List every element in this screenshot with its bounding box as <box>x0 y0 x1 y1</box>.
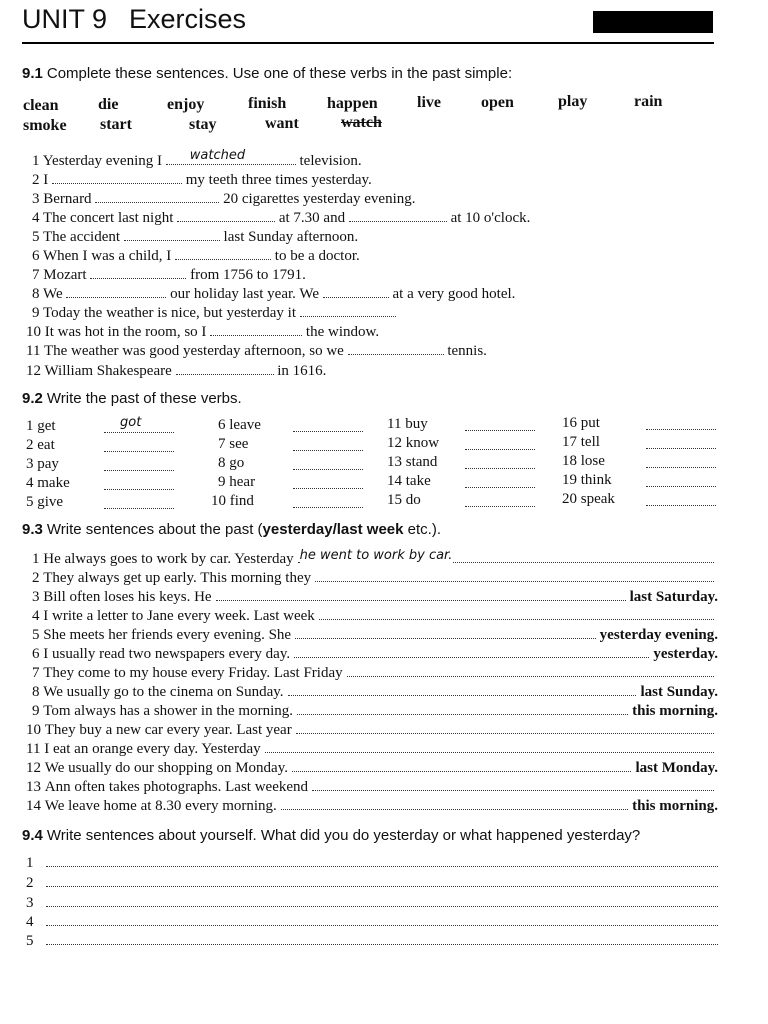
verb-word: happen <box>327 95 378 112</box>
verb-item: 4 make <box>26 475 70 491</box>
exercise-9-4-heading <box>22 827 640 844</box>
sentence-9-1-1: 1 Yesterday evening I watched television. <box>32 148 362 169</box>
sentence-9-3-13: 13 Ann often takes photographs. Last weekend <box>26 778 718 796</box>
verb-item: 8 go <box>218 455 245 471</box>
sentence-9-3-3: 3 Bill often loses his keys. He last Saturday. <box>32 589 718 605</box>
verb-item: 10 find <box>211 493 254 509</box>
exercise-9-2-heading <box>22 390 242 407</box>
answer-blank <box>104 437 174 452</box>
verb-word: live <box>417 94 441 111</box>
unit-title <box>22 4 246 35</box>
verb-word: stay <box>189 116 217 133</box>
verb-item: 3 pay <box>26 456 59 472</box>
writing-line: 2 <box>26 874 718 892</box>
sentence-9-3-6: 6 I usually read two newspapers every day. yesterday. <box>32 646 718 662</box>
writing-line: 4 <box>26 913 718 931</box>
sentence-9-3-8: 8 We usually go to the cinema on Sunday. last Sunday. <box>32 684 718 700</box>
answer-blank <box>646 434 716 449</box>
verb-item: 1 get <box>26 418 56 434</box>
answer-blank <box>646 415 716 430</box>
sentence-9-3-10: 10 They buy a new car every year. Last year <box>26 721 718 739</box>
verb-word: start <box>100 116 132 133</box>
answer-blank <box>646 453 716 468</box>
answer-blank <box>104 494 174 509</box>
page-title: Exercises <box>129 4 247 34</box>
sentence-9-3-14: 14 We leave home at 8.30 every morning. this morning. <box>26 798 718 814</box>
verb-item: 15 do <box>387 492 421 508</box>
verb-item: 19 think <box>562 472 612 488</box>
verb-item: 7 see <box>218 436 249 452</box>
answer-blank <box>293 417 363 432</box>
exercise-instruction: Complete these sentences. Use one of these verbs in the past simple: <box>46 65 513 82</box>
answer-blank <box>465 492 535 507</box>
answer-blank <box>104 415 174 433</box>
verb-word: open <box>481 94 514 111</box>
answer-blank <box>104 456 174 471</box>
sentence-9-1-3: 3 Bernard 20 cigarettes yesterday evening. <box>32 191 416 207</box>
sentence-9-1-7: 7 Mozart from 1756 to 1791. <box>32 267 306 283</box>
sentence-9-3-12: 12 We usually do our shopping on Monday. last Monday. <box>26 760 718 776</box>
answer-blank <box>293 455 363 470</box>
verb-item: 5 give <box>26 494 64 510</box>
writing-line: 3 <box>26 894 718 912</box>
sentence-9-1-6: 6 When I was a child, I to be a doctor. <box>32 248 360 264</box>
answer-blank <box>646 472 716 487</box>
exercise-number: 9.2 <box>22 390 43 407</box>
exercise-9-1-heading <box>22 65 512 82</box>
verb-word: want <box>265 115 299 132</box>
verb-item: 13 stand <box>387 454 438 470</box>
verb-item: 16 put <box>562 415 600 431</box>
sentence-9-3-2: 2 They always get up early. This morning they <box>32 569 718 587</box>
sentence-9-1-9: 9 Today the weather is nice, but yesterday it <box>32 304 396 322</box>
verb-item: 17 tell <box>562 434 600 450</box>
verb-item: 11 buy <box>387 416 428 432</box>
exercise-instruction: Write sentences about yourself. What did you do yesterday or what happened yesterday? <box>46 827 641 844</box>
answer-blank <box>646 491 716 506</box>
verb-item: 9 hear <box>218 474 256 490</box>
exercise-number: 9.3 <box>22 521 43 538</box>
sentence-9-3-4: 4 I write a letter to Jane every week. Last week <box>32 607 718 625</box>
answer-blank <box>465 473 535 488</box>
writing-line: 5 <box>26 932 718 950</box>
answer-blank <box>465 454 535 469</box>
verb-item: 18 lose <box>562 453 605 469</box>
handwritten-answer: watched <box>189 148 246 163</box>
exercise-9-3-heading: 9.3 Write sentences about the past (yesterday/last week etc.). <box>22 521 441 538</box>
answer-blank <box>293 436 363 451</box>
answer-blank <box>465 435 535 450</box>
sentence-9-3-7: 7 They come to my house every Friday. Last Friday <box>32 664 718 682</box>
verb-item: 14 take <box>387 473 431 489</box>
verb-word: rain <box>634 93 663 110</box>
handwritten-answer: he went to work by car. <box>299 548 453 563</box>
answer-blank <box>293 474 363 489</box>
verb-word: smoke <box>23 117 67 134</box>
sentence-9-1-11: 11 The weather was good yesterday afternoon, so we tennis. <box>26 343 487 359</box>
header-black-bar <box>593 11 713 33</box>
sentence-9-1-10: 10 It was hot in the room, so I the window. <box>26 324 380 340</box>
exercise-number: 9.4 <box>22 827 43 844</box>
sentence-9-1-5: 5 The accident last Sunday afternoon. <box>32 229 359 245</box>
verb-word: finish <box>248 95 287 112</box>
sentence-9-3-9: 9 Tom always has a shower in the morning. this morning. <box>32 703 718 719</box>
verb-item: 20 speak <box>562 491 615 507</box>
writing-line: 1 <box>26 854 718 872</box>
answer-blank <box>465 416 535 431</box>
sentence-9-3-5: 5 She meets her friends every evening. She yesterday evening. <box>32 627 718 643</box>
verb-word-crossed-out: watch <box>341 114 382 131</box>
sentence-9-3-1: 1 He always goes to work by car. Yesterday he went to work by car. <box>32 550 718 568</box>
sentence-9-1-4: 4 The concert last night at 7.30 and at 10 o'clock. <box>32 210 531 226</box>
answer-blank <box>104 475 174 490</box>
sentence-9-1-8: 8 We our holiday last year. We at a very good hotel. <box>32 286 516 302</box>
sentence-9-1-12: 12 William Shakespeare in 1616. <box>26 363 327 379</box>
answer-blank <box>293 493 363 508</box>
exercise-number: 9.1 <box>22 65 43 82</box>
unit-label: UNIT 9 <box>22 4 108 34</box>
header-divider <box>22 42 714 44</box>
sentence-9-1-2: 2 I my teeth three times yesterday. <box>32 172 372 188</box>
exercise-instruction: Write the past of these verbs. <box>46 390 242 407</box>
verb-item: 2 eat <box>26 437 55 453</box>
handwritten-answer: got <box>120 415 142 430</box>
verb-item: 12 know <box>387 435 440 451</box>
verb-item: 6 leave <box>218 417 261 433</box>
sentence-9-3-11: 11 I eat an orange every day. Yesterday <box>26 740 718 758</box>
verb-word: die <box>98 96 119 113</box>
verb-word: clean <box>23 97 59 114</box>
verb-word: play <box>558 93 588 110</box>
verb-word: enjoy <box>167 96 205 113</box>
